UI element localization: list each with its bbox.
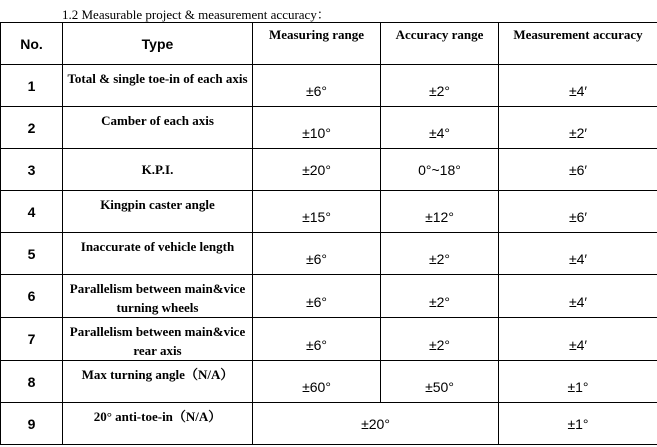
row-type: Inaccurate of vehicle length [63,233,253,275]
row-measurement-accuracy: ±6′ [499,149,657,191]
row-measurement-accuracy: ±1° [499,361,657,403]
table-row [1,403,657,445]
header-measuring-range: Measuring range [253,23,381,65]
table-row [1,318,657,361]
table-row [1,107,657,149]
section-caption: 1.2 Measurable project & measurement accuracy： [62,7,330,22]
table-header-row [1,23,657,65]
row-measurement-accuracy: ±4′ [499,275,657,318]
row-number: 3 [1,149,63,191]
row-type: Parallelism between main&vice turning wheels [63,275,253,318]
row-number: 8 [1,361,63,403]
measurement-table [0,22,657,445]
row-measuring-range: ±20° [253,149,381,191]
row-measuring-range: ±60° [253,361,381,403]
row-measuring-range: ±15° [253,191,381,233]
row-type: K.P.I. [63,149,253,191]
row-type: Camber of each axis [63,107,253,149]
table-row [1,233,657,275]
row-number: 7 [1,318,63,361]
row-measuring-range: ±6° [253,318,381,361]
row-measurement-accuracy: ±2′ [499,107,657,149]
table-row [1,191,657,233]
row-merged-range: ±20° [253,403,499,445]
row-type: Kingpin caster angle [63,191,253,233]
header-accuracy-range: Accuracy range [381,23,499,65]
header-no: No. [1,23,63,65]
row-accuracy-range: ±2° [381,65,499,107]
row-accuracy-range: ±12° [381,191,499,233]
row-accuracy-range: ±2° [381,318,499,361]
table-row [1,361,657,403]
table-row [1,149,657,191]
row-accuracy-range: ±2° [381,275,499,318]
row-accuracy-range: ±4° [381,107,499,149]
row-type: Max turning angle（N/A） [63,361,253,403]
row-type: 20° anti-toe-in（N/A） [63,403,253,445]
row-type: Total & single toe-in of each axis [63,65,253,107]
row-number: 5 [1,233,63,275]
row-measurement-accuracy: ±4′ [499,318,657,361]
row-accuracy-range: 0°~18° [381,149,499,191]
row-accuracy-range: ±2° [381,233,499,275]
row-measuring-range: ±6° [253,65,381,107]
row-number: 4 [1,191,63,233]
header-type: Type [63,23,253,65]
row-number: 2 [1,107,63,149]
row-number: 1 [1,65,63,107]
row-number: 9 [1,403,63,445]
table-row [1,65,657,107]
row-measurement-accuracy: ±4′ [499,233,657,275]
row-number: 6 [1,275,63,318]
row-measuring-range: ±6° [253,233,381,275]
table-row [1,275,657,318]
row-measuring-range: ±10° [253,107,381,149]
header-measurement-accuracy: Measurement accuracy [499,23,657,65]
row-measurement-accuracy: ±6′ [499,191,657,233]
row-type: Parallelism between main&vice rear axis [63,318,253,361]
row-measuring-range: ±6° [253,275,381,318]
row-accuracy-range: ±50° [381,361,499,403]
row-measurement-accuracy: ±1° [499,403,657,445]
row-measurement-accuracy: ±4′ [499,65,657,107]
